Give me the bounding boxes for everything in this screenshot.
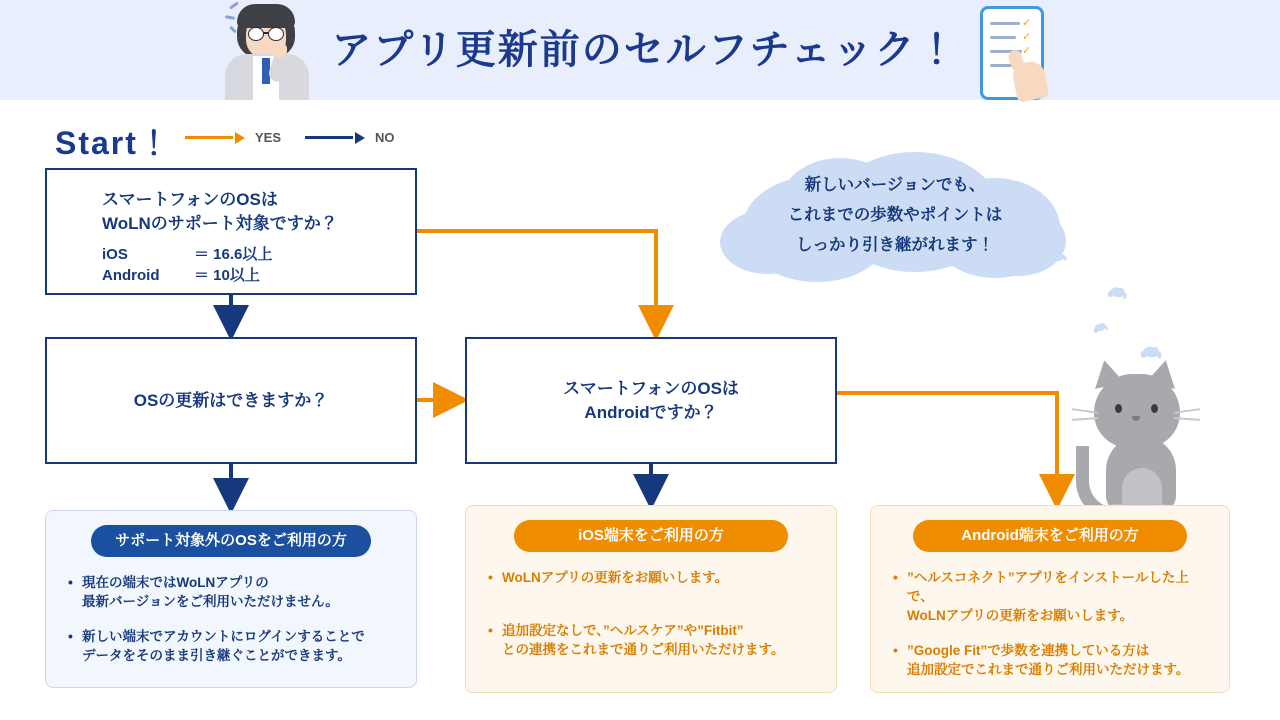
result-card-unsupported <box>45 510 417 688</box>
spec-row-android <box>102 265 415 286</box>
spec-version-android: ＝ 10以上 <box>194 267 260 284</box>
result-card-ios <box>465 505 837 693</box>
legend-no-arrowhead <box>355 132 365 144</box>
decision-os-support-line2: WoLNのサポート対象ですか？ <box>102 214 338 233</box>
decision-box-os-support <box>45 168 417 295</box>
list-item <box>68 573 402 611</box>
cloud-line-2: これまでの歩数やポイントは <box>787 206 1003 224</box>
start-label: Start！ <box>55 125 172 161</box>
list-item <box>68 627 402 665</box>
result-heading-unsupported: サポート対象外のOSをご利用の方 <box>91 525 371 557</box>
spec-os-ios: iOS <box>102 246 128 263</box>
phone-checklist-illustration: ✓ ✓ ✓ <box>980 6 1050 100</box>
person-thinking-illustration <box>215 0 325 100</box>
decision-box-is-android <box>465 337 837 464</box>
bullet-line: • ”ヘルスコネクト”アプリをインストールした上で、 <box>907 570 1189 604</box>
os-version-spec-table <box>102 244 415 286</box>
legend-yes-line <box>185 136 233 139</box>
cloud-line-1: 新しいバージョンでも、 <box>804 176 986 194</box>
paw-print-icon <box>1106 286 1127 305</box>
result-heading-ios: iOS端末をご利用の方 <box>514 520 788 552</box>
spec-os-android: Android <box>102 267 160 284</box>
spec-row-ios <box>102 244 415 265</box>
legend-no-label: NO <box>375 130 395 145</box>
result-bullets-android <box>871 568 1229 679</box>
paw-print-icon <box>1092 322 1109 338</box>
legend-yes-arrowhead <box>235 132 245 144</box>
bullet-line: • 新しい端末でアカウントにログインすることで <box>82 629 365 644</box>
bullet-line: • WoLNアプリの更新をお願いします。 <box>502 570 729 585</box>
legend-yes <box>185 130 281 145</box>
bullet-line: データをそのまま引き継ぐことができます。 <box>82 648 351 663</box>
spec-version-ios: ＝ 16.6以上 <box>194 246 273 263</box>
list-item <box>488 568 822 587</box>
legend-no <box>305 130 395 145</box>
bullet-line: WoLNアプリの更新をお願いします。 <box>907 608 1134 623</box>
decision-os-support-line1: スマートフォンのOSは <box>102 190 278 209</box>
gray-cat-illustration <box>1070 358 1240 518</box>
bullet-line: 追加設定でこれまで通りご利用いただけます。 <box>907 662 1190 677</box>
bullet-line: • 追加設定なしで、”ヘルスケア”や”Fitbit” <box>502 623 744 638</box>
legend-yes-label: YES <box>255 130 282 145</box>
slide-header <box>0 0 1280 100</box>
decision-is-android-line1: スマートフォンのOSは <box>563 378 739 398</box>
list-item <box>893 568 1215 625</box>
legend-no-line <box>305 136 353 139</box>
list-item <box>893 641 1215 679</box>
result-card-android <box>870 505 1230 693</box>
decision-is-android-line2: Androidですか？ <box>584 402 718 422</box>
bullet-line: • ”Google Fit”で歩数を連携している方は <box>907 643 1150 658</box>
decision-os-update-line1: OSの更新はできますか？ <box>133 390 329 410</box>
cloud-line-3: しっかり引き継がれます！ <box>796 236 994 254</box>
bullet-line: との連携をこれまで通りご利用いただけます。 <box>502 642 785 657</box>
bullet-line: 最新バージョンをご利用いただけません。 <box>82 594 339 609</box>
bullet-line: • 現在の端末ではWoLNアプリの <box>82 575 269 590</box>
result-bullets-ios <box>466 568 836 659</box>
decision-box-os-update <box>45 337 417 464</box>
page-title: アプリ更新前のセルフチェック！ <box>331 28 959 72</box>
result-bullets-unsupported <box>46 573 416 665</box>
list-item <box>488 621 822 659</box>
speech-cloud <box>720 148 1070 284</box>
result-heading-android: Android端末をご利用の方 <box>913 520 1187 552</box>
glasses-icon <box>248 27 284 39</box>
